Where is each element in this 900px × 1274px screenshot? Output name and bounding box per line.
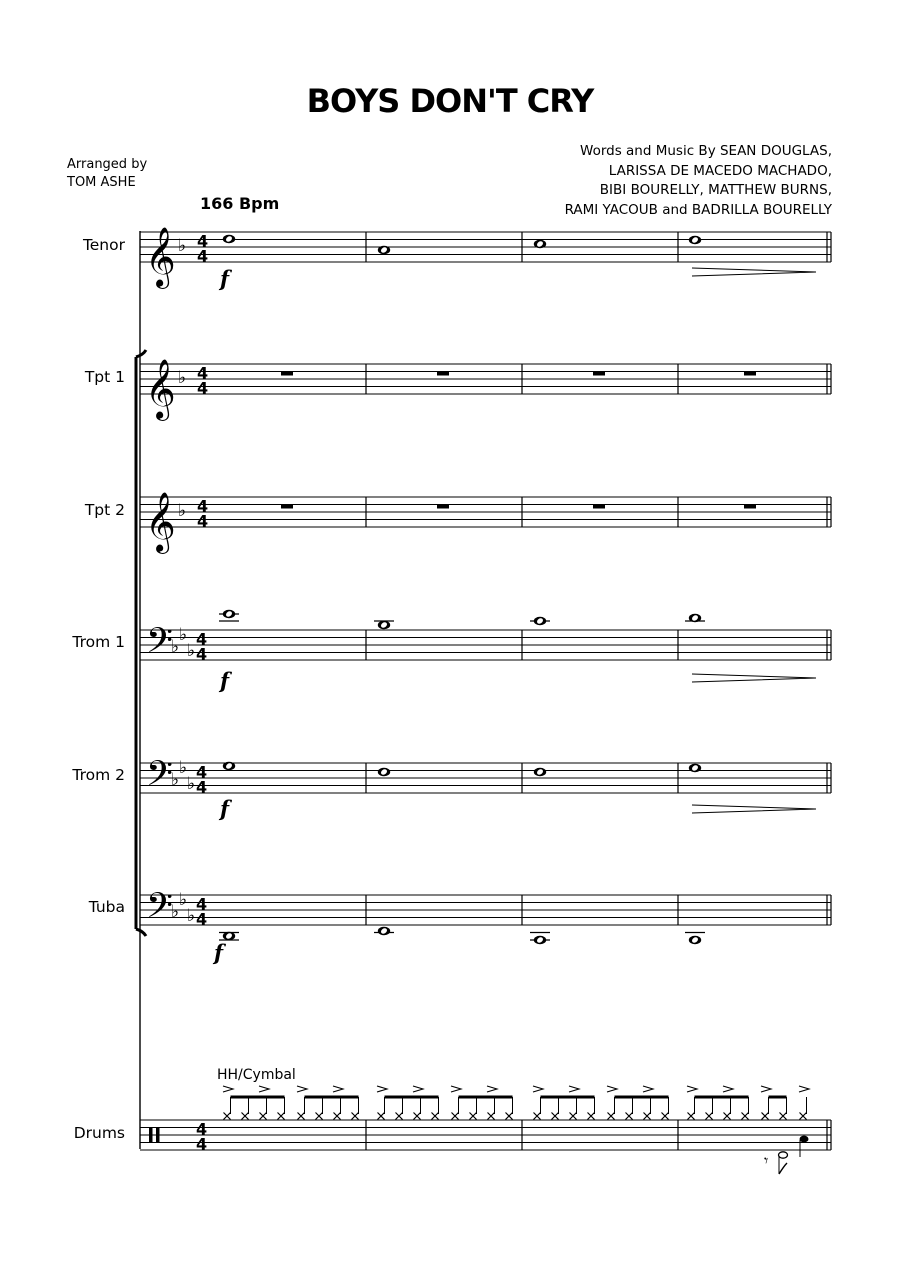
time-signature-bottom: 4 xyxy=(196,777,208,797)
dynamic-forte: f xyxy=(220,796,230,821)
flat-icon: ♭ xyxy=(179,625,188,645)
drum-note xyxy=(779,1152,788,1158)
flat-icon: ♭ xyxy=(171,770,180,790)
hihat-x-note xyxy=(488,1113,495,1120)
whole-rest xyxy=(593,372,605,376)
hihat-x-note xyxy=(378,1113,385,1120)
time-signature-top: 4 xyxy=(196,629,208,649)
flat-icon: ♭ xyxy=(179,890,188,910)
hihat-x-note xyxy=(414,1113,421,1120)
decrescendo-hairpin xyxy=(692,805,816,813)
hihat-x-note xyxy=(688,1113,695,1120)
hihat-x-note xyxy=(278,1113,285,1120)
flat-icon: ♭ xyxy=(178,368,187,388)
instrument-label-trom1: Trom 1 xyxy=(72,633,125,651)
hihat-x-note xyxy=(260,1113,267,1120)
time-signature-top: 4 xyxy=(197,496,209,516)
whole-rest xyxy=(744,505,756,509)
arranger-name: TOM ASHE xyxy=(67,175,136,190)
drum-notation xyxy=(140,1086,831,1174)
accent-mark xyxy=(333,1086,343,1092)
flat-icon: ♭ xyxy=(171,902,180,922)
hihat-x-note xyxy=(724,1113,731,1120)
accent-mark xyxy=(487,1086,497,1092)
credit-line: RAMI YACOUB and BADRILLA BOURELLY xyxy=(564,201,832,218)
eighth-rest-icon: 𝄾 xyxy=(764,1151,769,1170)
percussion-clef-icon xyxy=(149,1128,153,1142)
time-signature-bottom: 4 xyxy=(196,909,208,929)
hihat-x-note xyxy=(316,1113,323,1120)
hihat-x-note xyxy=(570,1113,577,1120)
hihat-x-note xyxy=(626,1113,633,1120)
hihat-x-note xyxy=(552,1113,559,1120)
bass-clef-icon: 𝄢 xyxy=(146,753,174,802)
dynamic-forte: f xyxy=(220,266,230,291)
flat-icon: ♭ xyxy=(171,637,180,657)
drums-hh-label: HH/Cymbal xyxy=(217,1067,296,1083)
hihat-x-note xyxy=(608,1113,615,1120)
flat-icon: ♭ xyxy=(178,501,187,521)
accent-mark xyxy=(223,1086,233,1092)
flat-icon: ♭ xyxy=(179,758,188,778)
instrument-label-tpt1: Tpt 1 xyxy=(84,368,125,386)
whole-rest xyxy=(281,505,293,509)
accent-mark xyxy=(413,1086,423,1092)
tempo-marking: 166 Bpm xyxy=(200,194,280,213)
accent-mark xyxy=(297,1086,307,1092)
hihat-x-note xyxy=(396,1113,403,1120)
accent-mark xyxy=(761,1086,771,1092)
hihat-x-note xyxy=(452,1113,459,1120)
hihat-x-note xyxy=(432,1113,439,1120)
instrument-label-tpt2: Tpt 2 xyxy=(84,501,125,519)
dynamic-forte: f xyxy=(214,940,224,965)
accent-mark xyxy=(569,1086,579,1092)
accent-mark xyxy=(643,1086,653,1092)
ensemble-bracket xyxy=(136,350,146,936)
time-signature-top: 4 xyxy=(197,363,209,383)
accent-mark xyxy=(451,1086,461,1092)
accent-mark xyxy=(533,1086,543,1092)
accent-mark xyxy=(607,1086,617,1092)
whole-rest xyxy=(744,372,756,376)
hihat-x-note xyxy=(588,1113,595,1120)
hihat-x-note xyxy=(534,1113,541,1120)
time-signature-bottom: 4 xyxy=(196,1134,208,1154)
dynamic-forte: f xyxy=(220,668,230,693)
bass-clef-icon: 𝄢 xyxy=(146,620,174,669)
hihat-x-note xyxy=(706,1113,713,1120)
time-signature-bottom: 4 xyxy=(197,246,209,266)
decrescendo-hairpin xyxy=(692,674,816,682)
note-flag xyxy=(779,1163,787,1174)
staves xyxy=(140,232,831,925)
whole-rest xyxy=(593,505,605,509)
time-signature-top: 4 xyxy=(196,762,208,782)
bass-clef-icon: 𝄢 xyxy=(146,885,174,934)
credit-line: BIBI BOURELLY, MATTHEW BURNS, xyxy=(599,182,832,198)
flat-icon: ♭ xyxy=(178,236,187,256)
accent-mark xyxy=(687,1086,697,1092)
arranger-label: Arranged by xyxy=(67,157,148,172)
time-signature-top: 4 xyxy=(196,894,208,914)
accent-mark xyxy=(259,1086,269,1092)
hihat-x-note xyxy=(506,1113,513,1120)
treble-clef-icon: 𝄞 xyxy=(145,492,176,552)
percussion-clef-icon xyxy=(156,1128,160,1142)
instrument-label-drums: Drums xyxy=(73,1124,125,1142)
time-signature-top: 4 xyxy=(196,1119,208,1139)
time-signature-bottom: 4 xyxy=(196,644,208,664)
clefs xyxy=(145,227,208,934)
whole-rest xyxy=(437,505,449,509)
time-signature-bottom: 4 xyxy=(197,378,209,398)
score-title: BOYS DON'T CRY xyxy=(306,82,594,120)
hihat-x-note xyxy=(644,1113,651,1120)
hihat-x-note xyxy=(742,1113,749,1120)
hihat-x-note xyxy=(780,1113,787,1120)
whole-rest xyxy=(281,372,293,376)
hihat-x-note xyxy=(800,1113,807,1120)
credit-line: LARISSA DE MACEDO MACHADO, xyxy=(608,162,832,179)
instrument-label-tuba: Tuba xyxy=(88,898,125,916)
notes xyxy=(219,235,756,944)
hihat-x-note xyxy=(298,1113,305,1120)
treble-clef-icon: 𝄞 xyxy=(145,227,176,287)
accent-mark xyxy=(723,1086,733,1092)
credit-line: Words and Music By SEAN DOUGLAS, xyxy=(580,143,832,159)
instrument-label-trom2: Trom 2 xyxy=(72,766,125,784)
hihat-x-note xyxy=(334,1113,341,1120)
accent-mark xyxy=(799,1086,809,1092)
drum-note xyxy=(800,1136,809,1143)
time-signature-bottom: 4 xyxy=(197,511,209,531)
hihat-x-note xyxy=(762,1113,769,1120)
flat-icon: ♭ xyxy=(187,774,196,794)
flat-icon: ♭ xyxy=(187,906,196,926)
hihat-x-note xyxy=(352,1113,359,1120)
hihat-x-note xyxy=(662,1113,669,1120)
treble-clef-icon: 𝄞 xyxy=(145,359,176,419)
accent-mark xyxy=(377,1086,387,1092)
hihat-x-note xyxy=(470,1113,477,1120)
time-signature-top: 4 xyxy=(197,231,209,251)
hihat-x-note xyxy=(224,1113,231,1120)
decrescendo-hairpin xyxy=(692,268,816,276)
whole-rest xyxy=(437,372,449,376)
instrument-label-tenor: Tenor xyxy=(82,236,125,254)
hihat-x-note xyxy=(242,1113,249,1120)
flat-icon: ♭ xyxy=(187,641,196,661)
dynamics xyxy=(212,266,816,965)
